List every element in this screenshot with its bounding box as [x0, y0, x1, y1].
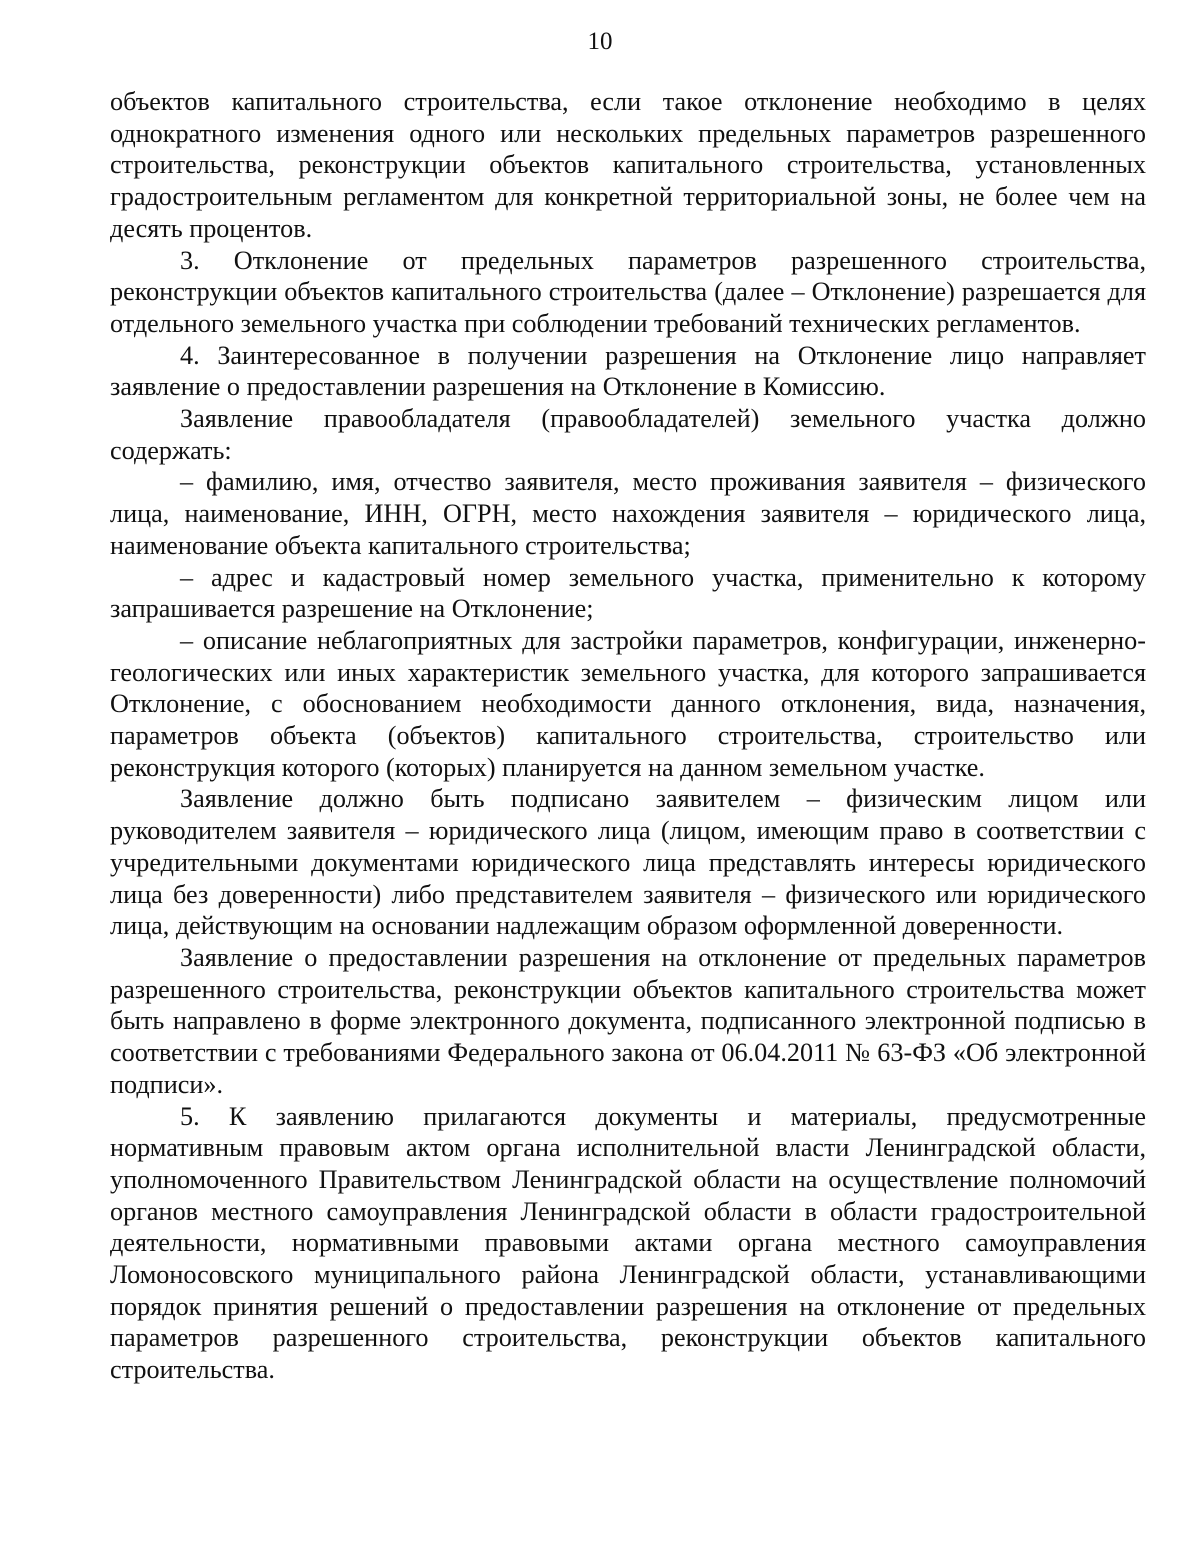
page-number: 10 [587, 28, 613, 55]
paragraph-signature-requirements: Заявление должно быть подписано заявителем – физическим лицом или руководителем заявителя – юридического лица (лицом, имеющим право в соответствии с учредительными документами юридического лица представлять интересы юридического лица без доверенности) либо представителем заявителя – физического или юридического лица, действующим на основании надлежащим образом оформленной доверенности. [110, 784, 1146, 941]
paragraph-electronic-form: Заявление о предоставлении разрешения на отклонение от предельных параметров разрешенного строительства, реконструкции объектов капитального строительства может быть направлено в форме электронного документа, подписанного электронной подписью в соответствии с требованиями Федерального закона от 06.04.2011 № 63-ФЗ «Об электронной подписи». [110, 942, 1146, 1099]
list-item-applicant-details: – фамилию, имя, отчество заявителя, место проживания заявителя – физического лица, наименование, ИНН, ОГРН, место нахождения заявителя – юридического лица, наименование объекта капитального строительства; [110, 467, 1146, 560]
list-item-unfavorable-parameters: – описание неблагоприятных для застройки параметров, конфигурации, инженерно-геологических или иных характеристик земельного участка, для которого запрашивается Отклонение, с обоснованием необходимости данного отклонения, вида, назначения, параметров объекта (объектов) капитального строительства, строительство или реконструкция которого (которых) планируется на данном земельном участке. [110, 625, 1146, 782]
paragraph-item-5: 5. К заявлению прилагаются документы и материалы, предусмотренные нормативным правовым актом органа исполнительной власти Ленинградской области, уполномоченного Правительством Ленинградской области на осуществление полномочий органов местного самоуправления Ленинградской области в области градостроительной деятельности, нормативными правовыми актами органа местного самоуправления Ломоносовского муниципального района Ленинградской области, устанавливающими порядок принятия решений о предоставлении разрешения на отклонение от предельных параметров разрешенного строительства, реконструкции объектов капитального строительства. [110, 1101, 1146, 1385]
paragraph-item-3: 3. Отклонение от предельных параметров разрешенного строительства, реконструкции объектов капитального строительства (далее – Отклонение) разрешается для отдельного земельного участка при соблюдении требований технических регламентов. [110, 245, 1146, 338]
paragraph-application-contents: Заявление правообладателя (правообладателей) земельного участка должно содержать: [110, 404, 1146, 465]
paragraph-continuation: объектов капитального строительства, если такое отклонение необходимо в целях однократного изменения одного или нескольких предельных параметров разрешенного строительства, реконструкции объектов капитального строительства, установленных градостроительным регламентом для конкретной территориальной зоны, не более чем на десять процентов. [110, 87, 1146, 243]
paragraph-item-4: 4. Заинтересованное в получении разрешения на Отклонение лицо направляет заявление о предоставлении разрешения на Отклонение в Комиссию. [110, 340, 1146, 402]
document-body [110, 86, 1146, 1386]
list-item-land-plot-address: – адрес и кадастровый номер земельного участка, применительно к которому запрашивается разрешение на Отклонение; [110, 562, 1146, 624]
